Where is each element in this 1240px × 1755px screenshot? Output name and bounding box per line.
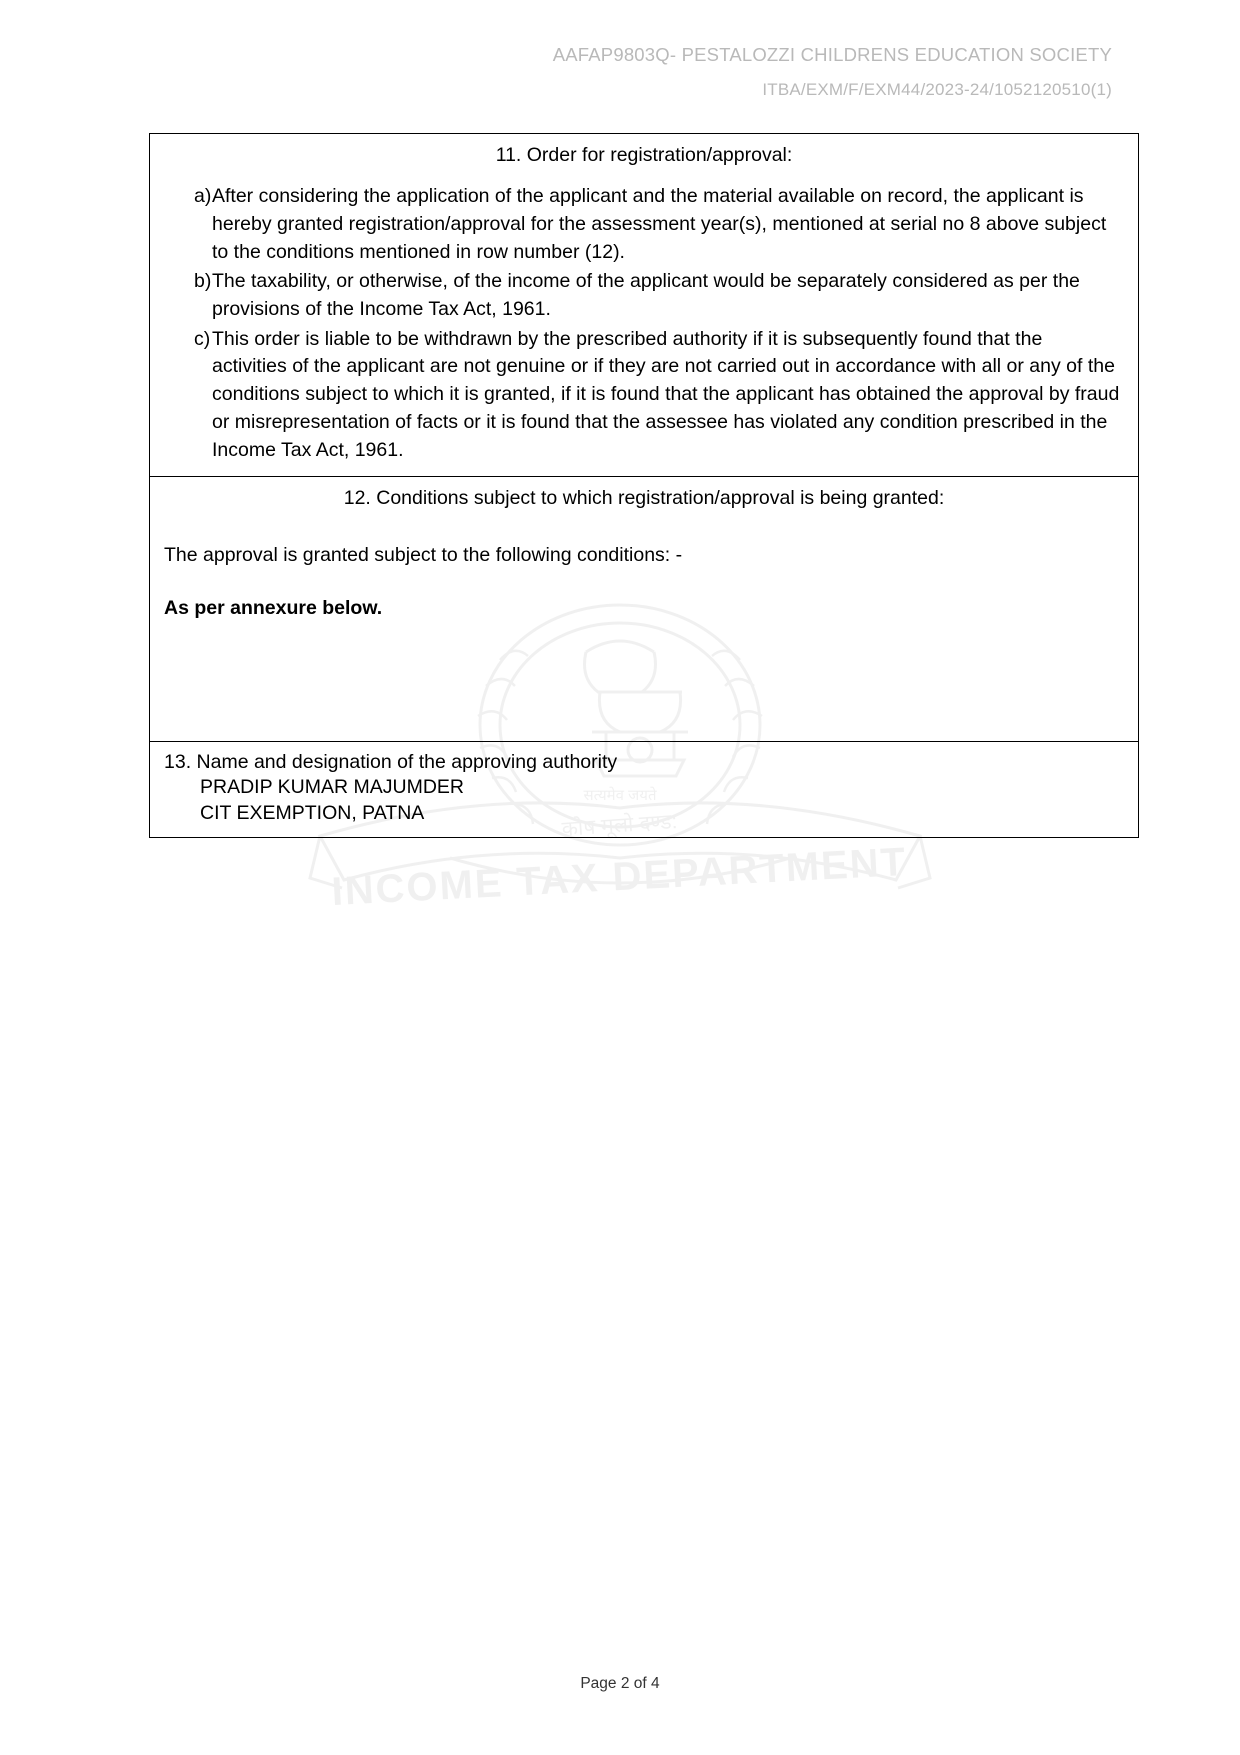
approving-authority-designation: CIT EXEMPTION, PATNA bbox=[200, 802, 425, 825]
list-item-marker: a) bbox=[194, 185, 212, 208]
list-item-text: This order is liable to be withdrawn by the prescribed authority if it is subsequently found that the activities of the applicant are not genuine or if they are not carried out in accordance with all or any of the conditions subject to which it is granted, if it is found that the applicant has obtained the approval by fraud or misrepresentation of facts or it is found that the assessee has violated any condition prescribed in the Income Tax Act, 1961. bbox=[212, 327, 1120, 461]
header-pan-name: AAFAP9803Q- PESTALOZZI CHILDRENS EDUCATION SOCIETY bbox=[552, 44, 1112, 65]
row-12-title: 12. Conditions subject to which registration/approval is being granted: bbox=[343, 487, 945, 510]
row-13-title: 13. Name and designation of the approving authority bbox=[164, 750, 618, 773]
list-item bbox=[166, 268, 1122, 323]
page-header bbox=[0, 44, 1240, 100]
header-reference-number: ITBA/EXM/F/EXM44/2023-24/1052120510(1) bbox=[762, 80, 1112, 99]
page-footer: Page 2 of 4 bbox=[580, 1675, 660, 1692]
list-item-marker: b) bbox=[194, 270, 212, 293]
conditions-intro: The approval is granted subject to the following conditions: - bbox=[164, 543, 683, 566]
order-details-table bbox=[149, 133, 1139, 838]
table-row-11 bbox=[150, 134, 1138, 477]
list-item-text: The taxability, or otherwise, of the income of the applicant would be separately considered as per the provisions of the Income Tax Act, 1961. bbox=[212, 270, 1080, 321]
approving-authority-name: PRADIP KUMAR MAJUMDER bbox=[200, 776, 465, 799]
svg-text:कोष मूलो दण्ड:: कोष मूलो दण्ड: bbox=[560, 810, 679, 842]
row-13-body bbox=[150, 742, 1138, 837]
list-item bbox=[166, 183, 1122, 266]
row-12-body bbox=[150, 523, 1138, 741]
table-row-13 bbox=[150, 742, 1138, 837]
row-11-title: 11. Order for registration/approval: bbox=[495, 144, 793, 166]
svg-text:सत्यमेव जयते: सत्यमेव जयते bbox=[583, 787, 657, 804]
table-row-12 bbox=[150, 477, 1138, 741]
list-item-marker: c) bbox=[194, 327, 211, 350]
list-item-text: After considering the application of the applicant and the material available on record, the applicant is hereby granted registration/approval for the assessment year(s), mentioned at serial no 8 above subject to the conditions mentioned in row number (12). bbox=[212, 185, 1107, 263]
svg-text:INCOME TAX DEPARTMENT: INCOME TAX DEPARTMENT bbox=[330, 839, 909, 915]
list-item bbox=[166, 326, 1122, 464]
row-11-items bbox=[150, 179, 1138, 476]
annexure-note: As per annexure below. bbox=[164, 596, 383, 619]
